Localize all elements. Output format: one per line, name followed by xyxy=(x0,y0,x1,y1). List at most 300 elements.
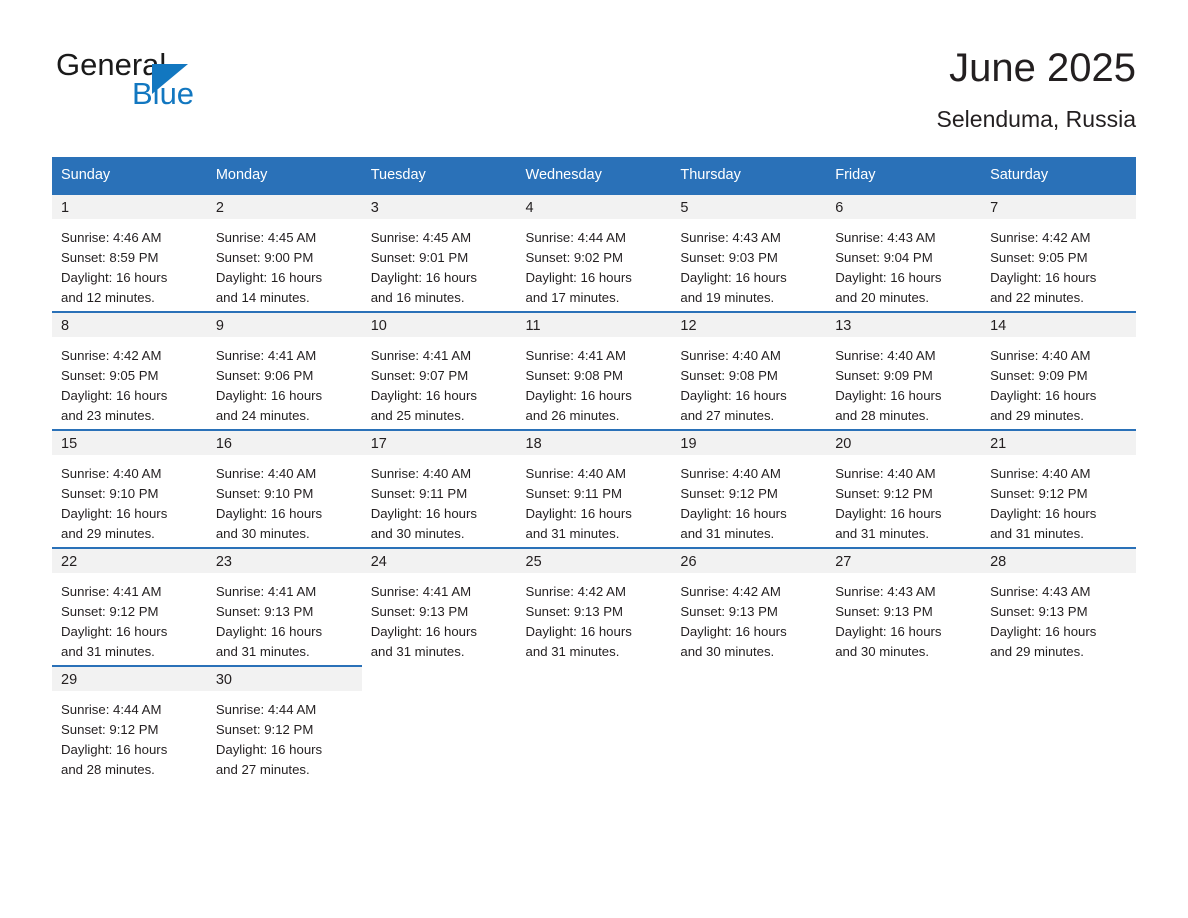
sunset-text: Sunset: 9:04 PM xyxy=(835,250,933,265)
calendar-day-cell xyxy=(671,547,826,665)
sunset-text: Sunset: 9:01 PM xyxy=(370,250,469,265)
sunrise-text: Sunrise: 4:42 AM xyxy=(680,584,781,599)
location-subtitle: Selenduma, Russia xyxy=(936,106,1136,132)
calendar-day-cell xyxy=(671,429,826,547)
daylight-text-line2: and 14 minutes. xyxy=(215,290,310,305)
sunset-text: Sunset: 9:13 PM xyxy=(835,604,933,619)
sunrise-text: Sunrise: 4:43 AM xyxy=(835,230,936,245)
daylight-text-line1: Daylight: 16 hours xyxy=(525,624,632,639)
day-number: 1 xyxy=(61,200,70,216)
day-details xyxy=(671,573,826,662)
day-cell-content xyxy=(362,193,517,311)
day-cell-empty xyxy=(826,665,981,783)
day-number: 2 xyxy=(215,200,224,216)
sunrise-text: Sunrise: 4:46 AM xyxy=(61,230,162,245)
day-number-bar xyxy=(826,193,981,219)
day-number-bar xyxy=(671,311,826,337)
day-cell-content xyxy=(207,547,362,665)
sunrise-text: Sunrise: 4:43 AM xyxy=(990,584,1091,599)
daylight-text-line1: Daylight: 16 hours xyxy=(525,388,632,403)
daylight-text-line2: and 30 minutes. xyxy=(215,526,310,541)
day-cell-content xyxy=(207,429,362,547)
day-number-bar xyxy=(362,547,517,573)
day-number-bar xyxy=(671,193,826,219)
daylight-text-line2: and 19 minutes. xyxy=(680,290,775,305)
day-number-bar xyxy=(207,665,362,691)
calendar-week-row xyxy=(52,193,1136,311)
day-cell-empty xyxy=(671,665,826,783)
sunrise-text: Sunrise: 4:40 AM xyxy=(680,348,781,363)
day-number: 9 xyxy=(215,318,224,334)
day-number-bar xyxy=(52,311,207,337)
daylight-text-line1: Daylight: 16 hours xyxy=(990,270,1097,285)
daylight-text-line1: Daylight: 16 hours xyxy=(835,388,942,403)
empty-day-bar xyxy=(362,665,517,693)
day-number: 21 xyxy=(990,436,1007,452)
sunrise-text: Sunrise: 4:41 AM xyxy=(370,584,472,599)
sunrise-text: Sunrise: 4:43 AM xyxy=(680,230,781,245)
daylight-text-line1: Daylight: 16 hours xyxy=(370,388,477,403)
daylight-text-line1: Daylight: 16 hours xyxy=(370,624,477,639)
sunrise-text: Sunrise: 4:44 AM xyxy=(61,702,162,717)
day-number-bar xyxy=(981,429,1136,455)
sunset-text: Sunset: 8:59 PM xyxy=(61,250,159,265)
day-cell-content xyxy=(981,193,1136,311)
daylight-text-line2: and 17 minutes. xyxy=(525,290,620,305)
day-number-bar xyxy=(826,547,981,573)
day-cell-content xyxy=(52,665,207,783)
calendar-table xyxy=(52,157,1136,783)
weekday-header-tuesday: Tuesday xyxy=(362,157,517,193)
day-details xyxy=(207,691,362,780)
day-number: 20 xyxy=(835,436,852,452)
day-number: 17 xyxy=(370,436,387,452)
day-details xyxy=(52,691,207,780)
sunset-text: Sunset: 9:13 PM xyxy=(990,604,1088,619)
day-details xyxy=(981,573,1136,662)
calendar-day-cell xyxy=(52,429,207,547)
day-cell-content xyxy=(52,193,207,311)
day-number-bar xyxy=(207,429,362,455)
daylight-text-line2: and 28 minutes. xyxy=(835,408,930,423)
day-details xyxy=(362,337,517,426)
day-details xyxy=(207,455,362,544)
day-number-bar xyxy=(981,547,1136,573)
daylight-text-line1: Daylight: 16 hours xyxy=(61,742,168,757)
day-number: 4 xyxy=(525,200,534,216)
daylight-text-line1: Daylight: 16 hours xyxy=(370,270,477,285)
day-cell-content xyxy=(207,311,362,429)
sunset-text: Sunset: 9:12 PM xyxy=(61,604,159,619)
day-cell-content xyxy=(517,311,672,429)
daylight-text-line2: and 23 minutes. xyxy=(61,408,155,423)
day-details xyxy=(362,219,517,308)
day-cell-content xyxy=(826,547,981,665)
day-number: 8 xyxy=(61,318,70,334)
sunrise-text: Sunrise: 4:40 AM xyxy=(370,466,472,481)
day-number: 24 xyxy=(370,554,387,570)
day-details xyxy=(671,219,826,308)
day-cell-content xyxy=(981,429,1136,547)
title-block xyxy=(937,44,1136,134)
day-number: 12 xyxy=(680,318,697,334)
day-number-bar xyxy=(207,193,362,219)
day-number-bar xyxy=(981,311,1136,337)
calendar-day-cell xyxy=(826,429,981,547)
calendar-day-cell xyxy=(826,665,981,783)
calendar-day-cell xyxy=(362,547,517,665)
day-number: 15 xyxy=(61,436,78,452)
sunrise-text: Sunrise: 4:40 AM xyxy=(680,466,781,481)
calendar-week-row xyxy=(52,311,1136,429)
day-number: 7 xyxy=(990,200,999,216)
daylight-text-line2: and 31 minutes. xyxy=(835,526,930,541)
daylight-text-line1: Daylight: 16 hours xyxy=(680,270,787,285)
calendar-day-cell xyxy=(517,665,672,783)
sunrise-text: Sunrise: 4:42 AM xyxy=(990,230,1091,245)
day-details xyxy=(826,219,981,308)
day-cell-content xyxy=(362,547,517,665)
day-details xyxy=(52,573,207,662)
day-number: 29 xyxy=(61,672,78,688)
empty-day-bar xyxy=(981,665,1136,693)
day-cell-content xyxy=(207,665,362,783)
day-details xyxy=(207,337,362,426)
sunrise-text: Sunrise: 4:40 AM xyxy=(990,348,1091,363)
daylight-text-line2: and 31 minutes. xyxy=(215,644,310,659)
day-number-bar xyxy=(517,547,672,573)
sunset-text: Sunset: 9:06 PM xyxy=(215,368,314,383)
daylight-text-line2: and 25 minutes. xyxy=(370,408,465,423)
day-number-bar xyxy=(981,193,1136,219)
day-number: 23 xyxy=(215,554,232,570)
day-cell-content xyxy=(517,429,672,547)
calendar-day-cell xyxy=(981,311,1136,429)
sunset-text: Sunset: 9:08 PM xyxy=(525,368,624,383)
daylight-text-line2: and 31 minutes. xyxy=(370,644,465,659)
daylight-text-line1: Daylight: 16 hours xyxy=(680,388,787,403)
calendar-day-cell xyxy=(207,429,362,547)
day-number-bar xyxy=(826,311,981,337)
sunset-text: Sunset: 9:12 PM xyxy=(61,722,159,737)
weekday-header-saturday: Saturday xyxy=(981,157,1136,193)
sunrise-text: Sunrise: 4:42 AM xyxy=(525,584,626,599)
daylight-text-line1: Daylight: 16 hours xyxy=(215,624,323,639)
calendar-day-cell xyxy=(981,429,1136,547)
calendar-day-cell xyxy=(981,665,1136,783)
daylight-text-line2: and 27 minutes. xyxy=(680,408,775,423)
day-number: 26 xyxy=(680,554,697,570)
daylight-text-line1: Daylight: 16 hours xyxy=(215,388,323,403)
day-number: 18 xyxy=(525,436,542,452)
daylight-text-line2: and 27 minutes. xyxy=(215,762,310,777)
calendar-day-cell xyxy=(826,311,981,429)
sunset-text: Sunset: 9:11 PM xyxy=(370,486,468,501)
calendar-day-cell xyxy=(52,193,207,311)
day-cell-empty xyxy=(362,665,517,783)
daylight-text-line1: Daylight: 16 hours xyxy=(835,624,942,639)
sunset-text: Sunset: 9:13 PM xyxy=(215,604,314,619)
day-number-bar xyxy=(362,311,517,337)
weekday-header-sunday: Sunday xyxy=(52,157,207,193)
calendar-day-cell xyxy=(207,193,362,311)
sunset-text: Sunset: 9:10 PM xyxy=(61,486,159,501)
calendar-day-cell xyxy=(517,547,672,665)
day-details xyxy=(362,573,517,662)
day-details xyxy=(671,337,826,426)
day-number: 14 xyxy=(990,318,1007,334)
empty-day-bar xyxy=(517,665,672,693)
weekday-header-thursday: Thursday xyxy=(671,157,826,193)
sunrise-text: Sunrise: 4:42 AM xyxy=(61,348,162,363)
calendar-day-cell xyxy=(981,547,1136,665)
daylight-text-line2: and 31 minutes. xyxy=(525,526,620,541)
day-cell-content xyxy=(826,311,981,429)
daylight-text-line2: and 31 minutes. xyxy=(680,526,775,541)
sunset-text: Sunset: 9:12 PM xyxy=(835,486,933,501)
empty-day-bar xyxy=(671,665,826,693)
calendar-day-cell xyxy=(517,429,672,547)
day-details xyxy=(826,337,981,426)
daylight-text-line1: Daylight: 16 hours xyxy=(61,270,168,285)
sunset-text: Sunset: 9:07 PM xyxy=(370,368,469,383)
daylight-text-line2: and 28 minutes. xyxy=(61,762,155,777)
calendar-day-cell xyxy=(517,193,672,311)
day-cell-content xyxy=(52,311,207,429)
day-details xyxy=(517,219,672,308)
sunrise-text: Sunrise: 4:44 AM xyxy=(525,230,626,245)
sunrise-text: Sunrise: 4:40 AM xyxy=(525,466,626,481)
day-cell-empty xyxy=(981,665,1136,783)
daylight-text-line2: and 20 minutes. xyxy=(835,290,930,305)
day-cell-content xyxy=(671,193,826,311)
day-cell-content xyxy=(671,547,826,665)
daylight-text-line2: and 12 minutes. xyxy=(61,290,155,305)
calendar-day-cell xyxy=(981,193,1136,311)
day-number: 3 xyxy=(370,200,379,216)
calendar-day-cell xyxy=(362,193,517,311)
daylight-text-line1: Daylight: 16 hours xyxy=(215,270,323,285)
daylight-text-line1: Daylight: 16 hours xyxy=(215,506,323,521)
day-number: 11 xyxy=(525,318,541,334)
calendar-day-cell xyxy=(362,429,517,547)
daylight-text-line2: and 24 minutes. xyxy=(215,408,310,423)
daylight-text-line2: and 31 minutes. xyxy=(525,644,620,659)
day-cell-content xyxy=(517,547,672,665)
daylight-text-line2: and 29 minutes. xyxy=(990,644,1084,659)
day-number-bar xyxy=(52,193,207,219)
calendar-day-cell xyxy=(52,665,207,783)
weekday-header-row xyxy=(52,157,1136,193)
weekday-header-friday: Friday xyxy=(826,157,981,193)
sunset-text: Sunset: 9:12 PM xyxy=(680,486,778,501)
daylight-text-line1: Daylight: 16 hours xyxy=(525,270,632,285)
day-details xyxy=(517,573,672,662)
sunset-text: Sunset: 9:02 PM xyxy=(525,250,624,265)
day-number: 13 xyxy=(835,318,852,334)
day-number-bar xyxy=(362,429,517,455)
sunset-text: Sunset: 9:12 PM xyxy=(215,722,314,737)
day-number-bar xyxy=(671,547,826,573)
day-number-bar xyxy=(362,193,517,219)
day-cell-content xyxy=(362,311,517,429)
day-details xyxy=(671,455,826,544)
daylight-text-line2: and 30 minutes. xyxy=(680,644,775,659)
day-cell-content xyxy=(207,193,362,311)
sunset-text: Sunset: 9:10 PM xyxy=(215,486,314,501)
sunrise-text: Sunrise: 4:41 AM xyxy=(215,348,317,363)
page-header xyxy=(0,0,1188,132)
calendar-day-cell xyxy=(362,311,517,429)
daylight-text-line2: and 29 minutes. xyxy=(61,526,155,541)
day-details xyxy=(517,337,672,426)
daylight-text-line2: and 30 minutes. xyxy=(370,526,465,541)
sunrise-text: Sunrise: 4:45 AM xyxy=(215,230,317,245)
calendar-day-cell xyxy=(826,193,981,311)
day-number: 16 xyxy=(215,436,232,452)
daylight-text-line1: Daylight: 16 hours xyxy=(61,388,168,403)
day-number-bar xyxy=(52,547,207,573)
day-number: 30 xyxy=(215,672,232,688)
day-number: 19 xyxy=(680,436,697,452)
weekday-header-wednesday: Wednesday xyxy=(517,157,672,193)
day-number: 28 xyxy=(990,554,1007,570)
day-cell-content xyxy=(517,193,672,311)
sunrise-text: Sunrise: 4:41 AM xyxy=(61,584,162,599)
sunrise-text: Sunrise: 4:40 AM xyxy=(835,466,936,481)
daylight-text-line1: Daylight: 16 hours xyxy=(835,270,942,285)
daylight-text-line2: and 22 minutes. xyxy=(990,290,1084,305)
page-title: June 2025 xyxy=(949,46,1136,90)
general-blue-logo xyxy=(56,48,256,118)
sunset-text: Sunset: 9:09 PM xyxy=(835,368,933,383)
day-cell-content xyxy=(52,547,207,665)
daylight-text-line1: Daylight: 16 hours xyxy=(61,624,168,639)
daylight-text-line1: Daylight: 16 hours xyxy=(990,388,1097,403)
calendar-day-cell xyxy=(52,547,207,665)
day-number-bar xyxy=(52,429,207,455)
daylight-text-line2: and 31 minutes. xyxy=(61,644,155,659)
day-cell-empty xyxy=(517,665,672,783)
sunrise-text: Sunrise: 4:45 AM xyxy=(370,230,472,245)
daylight-text-line1: Daylight: 16 hours xyxy=(990,506,1097,521)
day-cell-content xyxy=(826,429,981,547)
weekday-header-monday: Monday xyxy=(207,157,362,193)
sunrise-text: Sunrise: 4:40 AM xyxy=(835,348,936,363)
day-cell-content xyxy=(981,311,1136,429)
day-details xyxy=(981,455,1136,544)
daylight-text-line2: and 26 minutes. xyxy=(525,408,620,423)
day-details xyxy=(362,455,517,544)
day-number: 22 xyxy=(61,554,78,570)
daylight-text-line2: and 31 minutes. xyxy=(990,526,1084,541)
calendar-day-cell xyxy=(362,665,517,783)
day-details xyxy=(981,337,1136,426)
sunset-text: Sunset: 9:13 PM xyxy=(370,604,469,619)
day-details xyxy=(826,573,981,662)
sunrise-text: Sunrise: 4:44 AM xyxy=(215,702,317,717)
day-cell-content xyxy=(671,429,826,547)
daylight-text-line2: and 30 minutes. xyxy=(835,644,930,659)
calendar-day-cell xyxy=(671,311,826,429)
sunrise-text: Sunrise: 4:40 AM xyxy=(61,466,162,481)
sunset-text: Sunset: 9:05 PM xyxy=(990,250,1088,265)
daylight-text-line1: Daylight: 16 hours xyxy=(525,506,632,521)
calendar-week-row xyxy=(52,429,1136,547)
day-number-bar xyxy=(207,311,362,337)
logo-text-blue: Blue xyxy=(132,76,195,111)
calendar-day-cell xyxy=(826,547,981,665)
sunset-text: Sunset: 9:03 PM xyxy=(680,250,778,265)
day-cell-content xyxy=(671,311,826,429)
sunrise-text: Sunrise: 4:43 AM xyxy=(835,584,936,599)
day-number-bar xyxy=(207,547,362,573)
sunset-text: Sunset: 9:09 PM xyxy=(990,368,1088,383)
day-details xyxy=(52,455,207,544)
day-number-bar xyxy=(52,665,207,691)
daylight-text-line1: Daylight: 16 hours xyxy=(680,506,787,521)
calendar-day-cell xyxy=(671,193,826,311)
day-number-bar xyxy=(517,311,672,337)
calendar-day-cell xyxy=(671,665,826,783)
empty-day-bar xyxy=(826,665,981,693)
sunrise-text: Sunrise: 4:40 AM xyxy=(215,466,317,481)
day-cell-content xyxy=(981,547,1136,665)
calendar-day-cell xyxy=(52,311,207,429)
day-details xyxy=(981,219,1136,308)
calendar-week-row xyxy=(52,665,1136,783)
day-number-bar xyxy=(671,429,826,455)
calendar-day-cell xyxy=(207,311,362,429)
daylight-text-line2: and 29 minutes. xyxy=(990,408,1084,423)
daylight-text-line1: Daylight: 16 hours xyxy=(61,506,168,521)
sunset-text: Sunset: 9:00 PM xyxy=(215,250,314,265)
daylight-text-line1: Daylight: 16 hours xyxy=(215,742,323,757)
day-number: 27 xyxy=(835,554,852,570)
day-number: 10 xyxy=(370,318,387,334)
day-details xyxy=(207,573,362,662)
day-number-bar xyxy=(517,193,672,219)
daylight-text-line1: Daylight: 16 hours xyxy=(370,506,477,521)
sunrise-text: Sunrise: 4:41 AM xyxy=(525,348,626,363)
sunset-text: Sunset: 9:13 PM xyxy=(525,604,624,619)
calendar-day-cell xyxy=(517,311,672,429)
day-cell-content xyxy=(52,429,207,547)
sunset-text: Sunset: 9:12 PM xyxy=(990,486,1088,501)
calendar-body xyxy=(52,193,1136,783)
sunset-text: Sunset: 9:11 PM xyxy=(525,486,623,501)
logo-text-general: General xyxy=(56,47,167,82)
daylight-text-line1: Daylight: 16 hours xyxy=(680,624,787,639)
day-details xyxy=(517,455,672,544)
day-cell-content xyxy=(362,429,517,547)
day-cell-content xyxy=(826,193,981,311)
sunrise-text: Sunrise: 4:41 AM xyxy=(370,348,472,363)
day-details xyxy=(52,337,207,426)
sunset-text: Sunset: 9:13 PM xyxy=(680,604,778,619)
daylight-text-line1: Daylight: 16 hours xyxy=(990,624,1097,639)
daylight-text-line2: and 16 minutes. xyxy=(370,290,465,305)
day-details xyxy=(826,455,981,544)
sunrise-text: Sunrise: 4:41 AM xyxy=(215,584,317,599)
day-number-bar xyxy=(826,429,981,455)
day-details xyxy=(207,219,362,308)
day-number: 25 xyxy=(525,554,542,570)
logo-triangle-icon xyxy=(152,64,188,94)
sunset-text: Sunset: 9:08 PM xyxy=(680,368,778,383)
calendar-day-cell xyxy=(207,547,362,665)
day-number: 5 xyxy=(680,200,689,216)
